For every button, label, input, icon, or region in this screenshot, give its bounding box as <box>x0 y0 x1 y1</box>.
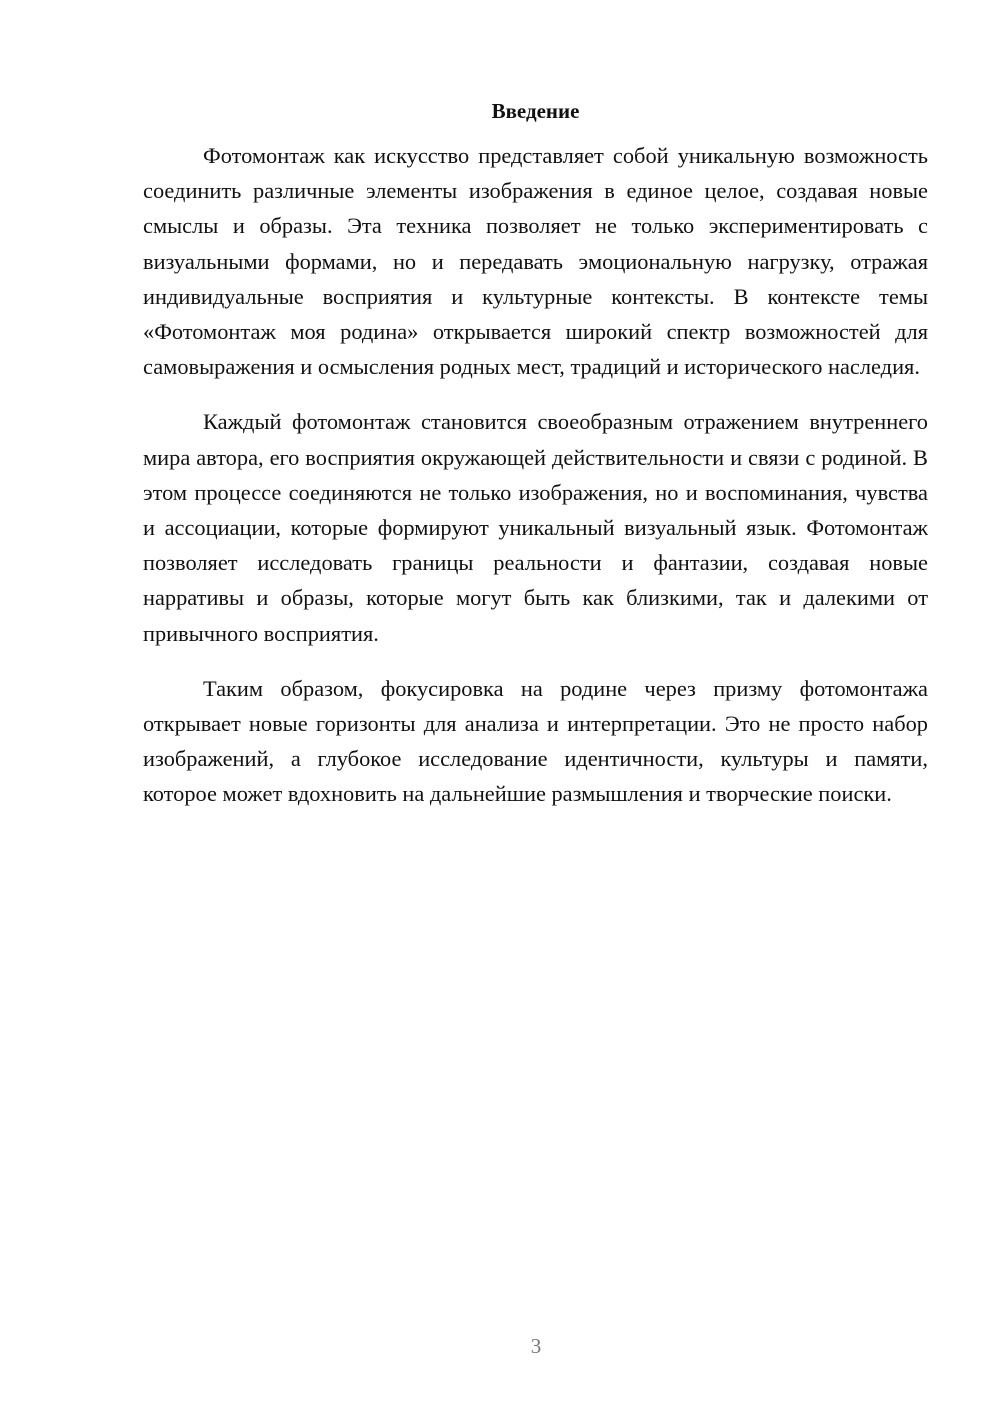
paragraph-1: Фотомонтаж как искусство представляет собой уникальную возможность соединить различные элементы изображения в единое целое, создавая новые смыслы и образы. Эта техника позволяет не только экспериментировать с визуальными формами, но и передавать эмоциональную нагрузку, отражая индивидуальные восприятия и культурные контексты. В контексте темы «Фотомонтаж моя родина» открывается широкий спектр возможностей для самовыражения и осмысления родных мест, традиций и исторического наследия. <box>143 143 928 380</box>
page-content <box>143 96 928 832</box>
paragraph-3: Таким образом, фокусировка на родине через призму фотомонтажа открывает новые горизонты для анализа и интерпретации. Это не просто набор изображений, а глубокое исследование идентичности, культуры и памяти, которое может вдохновить на дальнейшие размышления и творческие поиски. <box>143 675 928 807</box>
page-number: 3 <box>530 1334 542 1358</box>
section-title: Введение <box>491 99 580 123</box>
paragraph-2: Каждый фотомонтаж становится своеобразным отражением внутреннего мира автора, его восприятия окружающей действительности и связи с родиной. В этом процессе соединяются не только изображения, но и воспоминания, чувства и ассоциации, которые формируют уникальный визуальный язык. Фотомонтаж позволяет исследовать границы реальности и фантазии, создавая новые нарративы и образы, которые могут быть как близкими, так и далекими от привычного восприятия. <box>143 409 928 646</box>
